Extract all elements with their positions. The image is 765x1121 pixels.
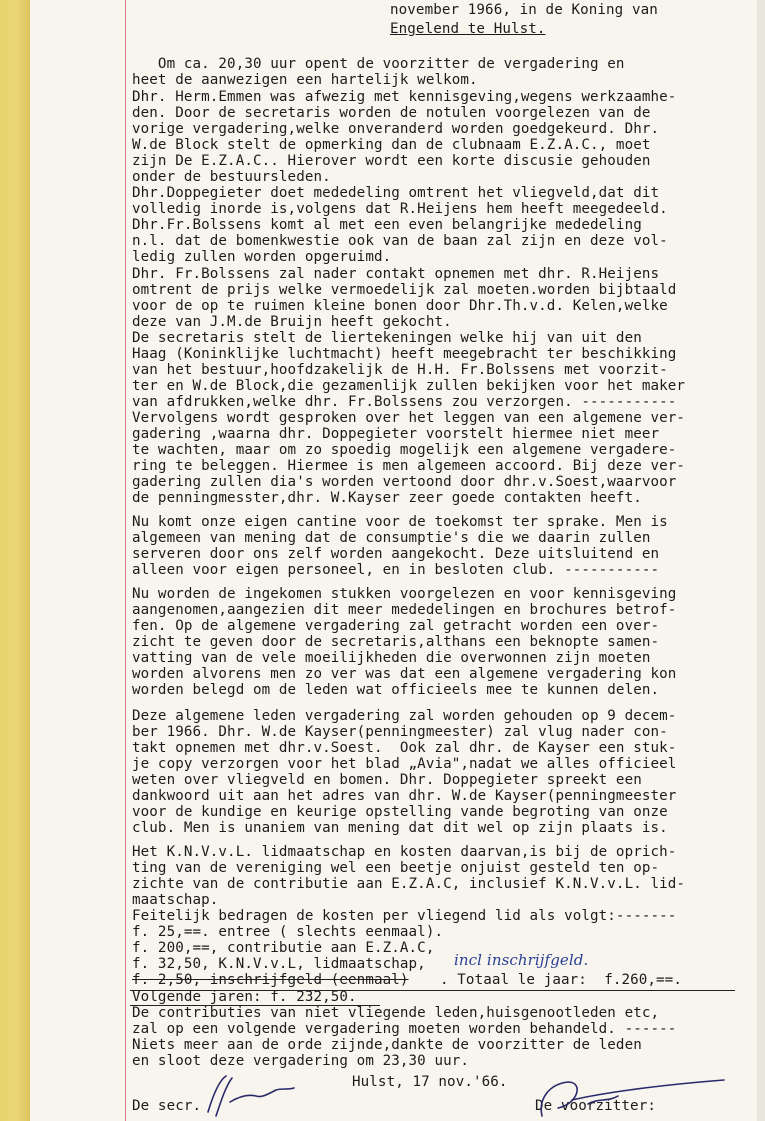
text-line: serveren door ons zelf worden aangekocht. Deze uitsluitend en <box>132 546 660 562</box>
text-line: Dhr.Doppegieter doet mededeling omtrent het vliegveld,dat dit <box>132 185 660 201</box>
text-line: aangenomen,aangezien dit meer mededelingen en brochures betrof- <box>132 602 677 618</box>
text-line: dankwoord uit aan het adres van dhr. W.de Kayser(penningmeester <box>132 788 677 804</box>
chair-label: De voorzitter: <box>535 1098 656 1114</box>
text-line: takt opnemen met dhr.v.Soest. Ook zal dhr. de Kayser een stuk- <box>132 740 677 756</box>
text-line: omtrent de prijs welke vermoedelijk zal moeten.worden bijbtaald <box>132 282 677 298</box>
cost-line: f. 200,==, contributie aan E.Z.A.C, <box>132 940 435 956</box>
text-line: club. Men is unaniem van mening dat dit wel op zijn plaats is. <box>132 820 668 836</box>
text-line: ring te beleggen. Hiermee is men algemeen accoord. Bij deze ver- <box>132 458 686 474</box>
cost-line: f. 32,50, K.N.V.v.L, lidmaatschap, <box>132 956 426 972</box>
text-line: volledig inorde is,volgens dat R.Heijens hem heeft meegedeeld. <box>132 201 668 217</box>
text-line: Haag (Koninklijke luchtmacht) heeft meegebracht ter beschikking <box>132 346 677 362</box>
text-line: gadering zullen dia's worden vertoond door dhr.v.Soest,waarvoor <box>132 474 677 490</box>
text-line: ledig zullen worden opgeruimd. <box>132 249 392 265</box>
text-line: vorige vergadering,welke onveranderd worden goedgekeurd. Dhr. <box>132 121 660 137</box>
text-line: zal op een volgende vergadering moeten worden behandeld. ------ <box>132 1021 677 1037</box>
cost-line: f. 25,==. entree ( slechts eenmaal). <box>132 924 444 940</box>
text-line: vatting van de vele moeilijkheden die overwonnen zijn moeten <box>132 650 651 666</box>
text-line: onder de bestuursleden. <box>132 169 331 185</box>
struck-cost-line: f. 2,50, inschrijfgeld (eenmaal) <box>132 972 409 988</box>
text-line: weten over vliegveld en bomen. Dhr. Doppegieter spreekt een <box>132 772 642 788</box>
text-line: alleen voor eigen personeel, en in besloten club. ----------- <box>132 562 660 578</box>
text-line: Dhr. Herm.Emmen was afwezig met kennisgeving,wegens werkzaamhe- <box>132 89 677 105</box>
text-line: ting van de vereniging wel een beetje onjuist gesteld ten op- <box>132 860 660 876</box>
text-line: worden belegd om de leden wat officieels mee te kunnen delen. <box>132 682 660 698</box>
total-first-year: . Totaal le jaar: f.260,==. <box>440 972 682 988</box>
text-line: ber 1966. Dhr. W.de Kayser(penningmeester) zal vlug nader con- <box>132 724 668 740</box>
text-line: en sloot deze vergadering om 23,30 uur. <box>132 1053 470 1069</box>
text-line: voor de op te ruimen kleine bonen door Dhr.Th.v.d. Kelen,welke <box>132 298 668 314</box>
text-line: Nu worden de ingekomen stukken voorgelezen en voor kennisgeving <box>132 586 677 602</box>
text-line: n.l. dat de bomenkwestie ook van de baan zal zijn en deze vol- <box>132 233 668 249</box>
text-line: Om ca. 20,30 uur opent de voorzitter de vergadering en <box>132 56 625 72</box>
text-line: Dhr.Fr.Bolssens komt al met een even belangrijke mededeling <box>132 217 642 233</box>
text-line: ter en W.de Block,die gezamenlijk zullen bekijken voor het maker <box>132 378 686 394</box>
text-line: heet de aanwezigen een hartelijk welkom. <box>132 72 478 88</box>
header-line-2: Engelend te Hulst. <box>390 21 546 37</box>
binding-strip <box>0 0 30 1121</box>
secretary-label: De secr. <box>132 1098 202 1114</box>
text-line: worden alvorens men zo ver was dat een algemene vergadering kon <box>132 666 677 682</box>
text-line: Vervolgens wordt gesproken over het leggen van een algemene ver- <box>132 410 686 426</box>
text-line: Het K.N.V.v.L. lidmaatschap en kosten daarvan,is bij de oprich- <box>132 844 677 860</box>
header-line-1: november 1966, in de Koning van <box>390 2 658 18</box>
text-line: de penningmesster,dhr. W.Kayser zeer goede contakten heeft. <box>132 490 642 506</box>
page-edge <box>757 0 765 1121</box>
text-line: zicht te geven door de secretaris,althans een beknopte samen- <box>132 634 660 650</box>
text-line: voor de kundige en keurige opstelling vande begroting van onze <box>132 804 668 820</box>
text-line: gadering ,waarna dhr. Doppegieter voorstelt hiermee niet meer <box>132 426 660 442</box>
text-line: De secretaris stelt de liertekeningen welke hij van uit den <box>132 330 642 346</box>
secretary-signature <box>196 1072 300 1118</box>
text-line: je copy verzorgen voor het blad „Avia",nadat we alles officieel <box>132 756 677 772</box>
following-years: Volgende jaren: f. 232,50. <box>132 989 357 1005</box>
text-line: zijn De E.Z.A.C.. Hierover wordt een korte discusie gehouden <box>132 153 651 169</box>
text-line: Dhr. Fr.Bolssens zal nader contakt opnemen met dhr. R.Heijens <box>132 266 660 282</box>
text-line: van het bestuur,hoofdzakelijk de H.H. Fr.Bolssens met voorzit- <box>132 362 668 378</box>
text-line: Deze algemene leden vergadering zal worden gehouden op 9 decem- <box>132 708 677 724</box>
text-line: zichte van de contributie aan E.Z.A.C, inclusief K.N.V.v.L. lid- <box>132 876 686 892</box>
handwritten-note: incl inschrijfgeld. <box>454 951 589 969</box>
text-line: maatschap. <box>132 892 219 908</box>
margin-line <box>125 0 126 1121</box>
text-line: Nu komt onze eigen cantine voor de toekomst ter sprake. Men is <box>132 514 668 530</box>
text-line: algemeen van mening dat de consumptie's die we daarin zullen <box>132 530 651 546</box>
text-line: te wachten, maar om zo spoedig mogelijk een algemene vergadere- <box>132 442 677 458</box>
text-line: van afdrukken,welke dhr. Fr.Bolssens zou verzorgen. ----------- <box>132 394 677 410</box>
text-line: den. Door de secretaris worden de notulen voorgelezen van de <box>132 105 651 121</box>
text-line: deze van J.M.de Bruijn heeft gekocht. <box>132 314 452 330</box>
text-line: Niets meer aan de orde zijnde,dankte de voorzitter de leden <box>132 1037 642 1053</box>
chairman-signature <box>528 1074 728 1121</box>
text-line: De contributies van niet vliegende leden,huisgenootleden etc, <box>132 1005 660 1021</box>
text-line: W.de Block stelt de opmerking dan de clubnaam E.Z.A.C., moet <box>132 137 651 153</box>
text-line: Feitelijk bedragen de kosten per vliegend lid als volgt:------- <box>132 908 677 924</box>
place-date: Hulst, 17 nov.'66. <box>352 1074 508 1090</box>
text-line: fen. Op de algemene vergadering zal getracht worden een over- <box>132 618 660 634</box>
